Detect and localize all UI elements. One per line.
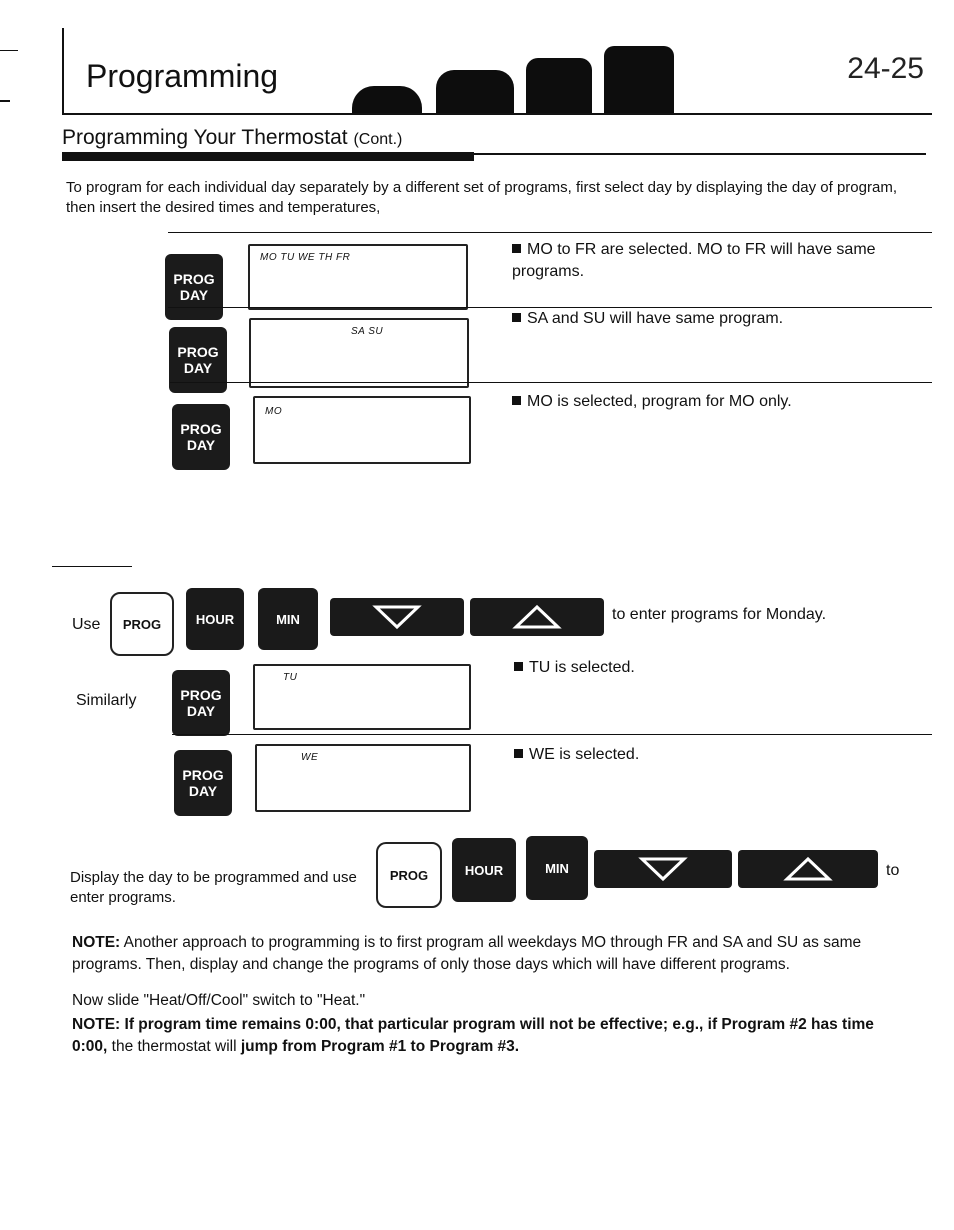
header-tab-decoration: [436, 70, 514, 113]
prog-day-label-2: DAY: [183, 360, 213, 376]
step-description: [512, 239, 912, 283]
prog-day-label-2: DAY: [186, 437, 216, 453]
up-arrow-icon: [783, 856, 833, 882]
similarly-label: Similarly: [76, 692, 137, 709]
step-description: [514, 657, 914, 679]
bullet-square-icon: [512, 396, 521, 405]
section-title: [62, 126, 402, 150]
lcd-display: [248, 244, 468, 310]
page-title: Programming: [86, 58, 279, 94]
up-arrow-icon: [512, 604, 562, 630]
min-button: MIN: [258, 588, 318, 650]
lcd-display: [253, 664, 471, 730]
prog-day-label-2: DAY: [188, 783, 218, 799]
hour-button: HOUR: [452, 838, 516, 902]
page-number: 24-25: [847, 52, 924, 85]
step-text: TU is selected.: [529, 659, 635, 676]
min-button: MIN: [526, 836, 588, 900]
section-underline-bar: [62, 152, 474, 161]
down-arrow-button: [594, 850, 732, 888]
step-text: MO to FR are selected. MO to FR will have same programs.: [512, 241, 876, 280]
hour-button: HOUR: [186, 588, 244, 650]
header-tab-decoration: [352, 86, 422, 113]
lcd-days: WE: [301, 752, 319, 763]
prog-day-button: [174, 750, 232, 816]
down-arrow-button: [330, 598, 464, 636]
header-bottom-rule: [62, 113, 932, 115]
up-arrow-button: [738, 850, 878, 888]
note-2: [72, 1014, 912, 1058]
use-label: Use: [72, 616, 101, 633]
lcd-display: [249, 318, 469, 388]
row-divider: [170, 382, 932, 383]
header-left-rule: [62, 28, 64, 114]
header-tab-decoration: [604, 46, 674, 113]
prog-day-label-1: PROG: [182, 767, 224, 783]
note-2-bold2: jump from Program #1 to Program #3.: [240, 1038, 520, 1055]
section-title-text: Programming Your Thermostat: [62, 126, 348, 149]
lcd-days: TU: [283, 672, 298, 683]
bullet-square-icon: [514, 749, 523, 758]
intro-paragraph: To program for each individual day separately by a different set of programs, first select day by displaying the day of program, then insert the desired times and temperatures,: [66, 179, 897, 216]
step-text: SA and SU will have same program.: [527, 310, 784, 327]
prog-day-label-1: PROG: [180, 421, 222, 437]
prog-day-button: [169, 327, 227, 393]
row-divider: [52, 566, 132, 567]
margin-mark: [0, 50, 18, 51]
prog-day-label-1: PROG: [173, 271, 215, 287]
prog-day-label-1: PROG: [177, 344, 219, 360]
use-row-suffix: to enter programs for Monday.: [612, 606, 827, 623]
step-text: MO is selected, program for MO only.: [527, 393, 792, 410]
lcd-days: SA SU: [351, 326, 384, 337]
bullet-square-icon: [512, 313, 521, 322]
note-2-label: NOTE:: [72, 1016, 121, 1033]
display-text-before: Display the day to be programmed and use: [70, 869, 357, 886]
step-description: [514, 744, 914, 766]
step-text: WE is selected.: [529, 746, 640, 763]
note-1: [72, 932, 912, 976]
slide-instruction: Now slide "Heat/Off/Cool" switch to "Heat.": [72, 992, 366, 1009]
display-row-to: to: [886, 862, 900, 879]
step-description: [512, 308, 912, 330]
prog-day-label-1: PROG: [180, 687, 222, 703]
down-arrow-icon: [372, 604, 422, 630]
display-text-after: enter programs.: [70, 889, 176, 906]
prog-day-label-2: DAY: [179, 287, 209, 303]
prog-day-button: [172, 404, 230, 470]
note-2-mid: the thermostat will: [107, 1038, 241, 1055]
down-arrow-icon: [638, 856, 688, 882]
note-1-text: Another approach to programming is to first program all weekdays MO through FR and SA and SU as same programs. Then, display and change the programs of only those days which will have different programs.: [72, 934, 862, 973]
row-divider: [172, 734, 932, 735]
prog-day-label-2: DAY: [186, 703, 216, 719]
header-tab-decoration: [526, 58, 592, 113]
prog-button: PROG: [376, 842, 442, 908]
lcd-display: [253, 396, 471, 464]
section-title-cont: (Cont.): [353, 131, 403, 148]
lcd-display: [255, 744, 471, 812]
lcd-days: MO: [265, 406, 283, 417]
prog-day-button: [165, 254, 223, 320]
bullet-square-icon: [512, 244, 521, 253]
step-description: [512, 391, 912, 413]
bullet-square-icon: [514, 662, 523, 671]
note-1-label: NOTE:: [72, 934, 121, 951]
margin-mark: [0, 100, 10, 102]
note-2-bold: If program time remains 0:00, that particular program will not be effective; e.g., if Program #2 has time 0:00,: [72, 1016, 874, 1055]
prog-button: PROG: [110, 592, 174, 656]
section-underline-rule: [474, 153, 926, 155]
up-arrow-button: [470, 598, 604, 636]
display-instruction: [70, 868, 380, 908]
row-divider: [168, 232, 932, 233]
lcd-days: MO TU WE TH FR: [260, 252, 351, 263]
prog-day-button: [172, 670, 230, 736]
